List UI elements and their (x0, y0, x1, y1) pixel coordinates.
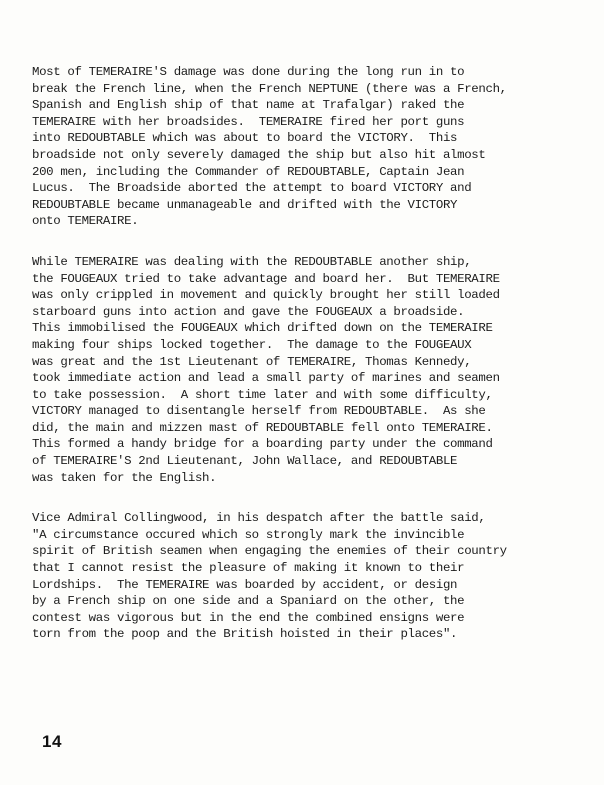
text-line: contest was vigorous but in the end the combined ensigns were (32, 610, 465, 625)
text-line: to take possession. A short time later and with some difficulty, (32, 387, 493, 402)
text-line: starboard guns into action and gave the FOUGEAUX a broadside. (32, 304, 465, 319)
paragraph-temeraire-damage (32, 64, 600, 230)
text-line: into REDOUBTABLE which was about to board the VICTORY. This (32, 131, 458, 146)
text-line: Most of TEMERAIRE'S damage was done during the long run in to (32, 65, 465, 79)
body-text (32, 64, 600, 667)
text-line: did, the main and mizzen mast of REDOUBTABLE fell onto TEMERAIRE. (32, 420, 493, 435)
text-line: 200 men, including the Commander of REDOUBTABLE, Captain Jean (32, 164, 465, 179)
text-line: Lordships. The TEMERAIRE was boarded by accident, or design (32, 577, 458, 592)
text-line: onto TEMERAIRE. (32, 214, 139, 229)
text-line: torn from the poop and the British hoisted in their places". (32, 627, 458, 642)
page-number: 14 (42, 732, 62, 751)
paragraph-fougeaux-action (32, 254, 600, 486)
text-line: broadside not only severely damaged the ship but also hit almost (32, 147, 486, 162)
text-line: Spanish and English ship of that name at Trafalgar) raked the (32, 98, 465, 113)
text-line: break the French line, when the French NEPTUNE (there was a French, (32, 81, 507, 96)
text-line: by a French ship on one side and a Spaniard on the other, the (32, 594, 465, 609)
text-line: Lucus. The Broadside aborted the attempt to board VICTORY and (32, 181, 472, 196)
text-line: making four ships locked together. The damage to the FOUGEAUX (32, 337, 472, 352)
text-line: was taken for the English. (32, 470, 217, 485)
text-line: was only crippled in movement and quickly brought her still loaded (32, 288, 500, 303)
text-line: REDOUBTABLE became unmanageable and drifted with the VICTORY (32, 197, 458, 212)
text-line: the FOUGEAUX tried to take advantage and board her. But TEMERAIRE (32, 271, 500, 286)
text-line: VICTORY managed to disentangle herself from REDOUBTABLE. As she (32, 404, 486, 419)
text-line: that I cannot resist the pleasure of making it known to their (32, 561, 465, 576)
text-line: TEMERAIRE with her broadsides. TEMERAIRE fired her port guns (32, 114, 465, 129)
paragraph-collingwood-despatch (32, 510, 600, 643)
text-line: While TEMERAIRE was dealing with the REDOUBTABLE another ship, (32, 254, 472, 269)
text-line: This formed a handy bridge for a boarding party under the command (32, 437, 493, 452)
text-line: was great and the 1st Lieutenant of TEMERAIRE, Thomas Kennedy, (32, 354, 472, 369)
text-line: took immediate action and lead a small party of marines and seamen (32, 371, 500, 386)
text-line: Vice Admiral Collingwood, in his despatch after the battle said, (32, 511, 486, 526)
text-line: spirit of British seamen when engaging the enemies of their country (32, 544, 507, 559)
text-line: This immobilised the FOUGEAUX which drifted down on the TEMERAIRE (32, 321, 493, 336)
text-line: "A circumstance occured which so strongly mark the invincible (32, 527, 465, 542)
text-line: of TEMERAIRE'S 2nd Lieutenant, John Wallace, and REDOUBTABLE (32, 454, 458, 469)
